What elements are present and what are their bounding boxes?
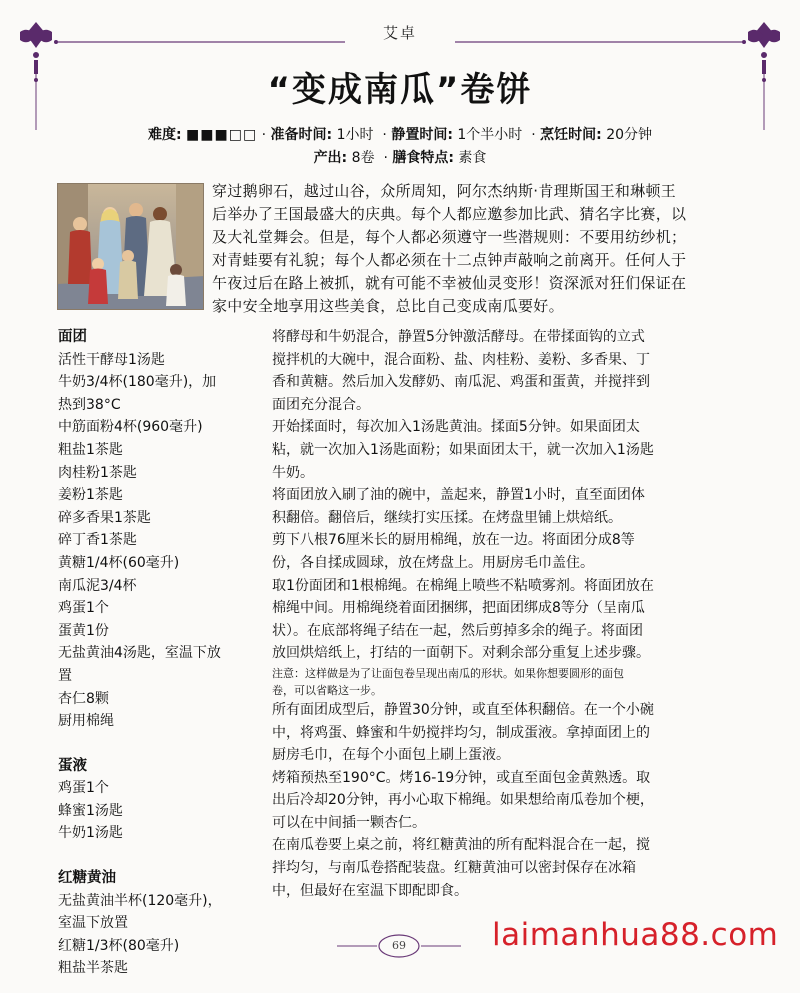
step-line: 牛奶。 bbox=[272, 464, 314, 481]
ingredient-item: 中筋面粉4杯(960毫升) bbox=[58, 419, 203, 436]
intro-line: 后举办了王国最盛大的庆典。每个人都应邀参加比武、猜名字比赛，以 bbox=[212, 205, 687, 223]
yield-value: 8卷 bbox=[351, 150, 375, 166]
ingredient-item: 鸡蛋1个 bbox=[58, 780, 109, 797]
instructions-column bbox=[272, 326, 756, 902]
intro-line: 对青蛙要有礼貌；每个人都必须在十二点钟声敲响之前离开。任何人于 bbox=[212, 251, 687, 269]
step-line: 将酵母和牛奶混合，静置5分钟激活酵母。在带揉面钩的立式 bbox=[272, 329, 645, 345]
ingredient-item: 无盐黄油4汤匙，室温下放 bbox=[58, 645, 221, 662]
prep-time-value: 1小时 bbox=[336, 127, 374, 143]
step-line: 棉绳中间。用棉绳绕着面团捆绑，把面团绑成8等分（呈南瓜 bbox=[272, 600, 645, 617]
ingredient-item: 热到38°C bbox=[58, 396, 121, 413]
egg-wash-heading: 蛋液 bbox=[58, 757, 87, 774]
step-line: 剪下八根76厘米长的厨用棉绳，放在一边。将面团分成8等 bbox=[272, 532, 635, 549]
intro-line: 午夜过后在路上被抓，就有可能不幸被仙灵变形！资深派对狂们保证在 bbox=[212, 274, 687, 292]
step-line: 出后冷却20分钟，再小心取下棉绳。如果想给南瓜卷加个梗， bbox=[272, 792, 654, 809]
step-line: 中，但最好在室温下即配即食。 bbox=[272, 882, 468, 899]
step-line: 面团充分混合。 bbox=[272, 396, 370, 413]
ingredient-item: 蛋黄1份 bbox=[58, 622, 109, 639]
dough-heading: 面团 bbox=[58, 329, 87, 345]
ingredient-item: 碎多香果1茶匙 bbox=[58, 509, 151, 526]
note-line: 注意：这样做是为了让面包卷呈现出南瓜的形状。如果你想要圆形的面包 bbox=[272, 666, 624, 680]
step-line: 所有面团成型后，静置30分钟，或直至体积翻倍。在一个小碗 bbox=[272, 701, 654, 718]
page-number: 69 bbox=[392, 939, 406, 952]
recipe-meta-row-1: 难度: ■■■□□ · 准备时间: 1小时 · 静置时间: 1个半小时 · 烹饪时间: 20分钟 bbox=[147, 127, 653, 143]
step-line: 中，将鸡蛋、蜂蜜和牛奶搅拌均匀，制成蛋液。拿掉面团上的 bbox=[272, 724, 650, 741]
step-line: 将面团放入刷了油的碗中，盖起来，静置1小时，直至面团体 bbox=[272, 487, 645, 504]
step-line: 厨房毛巾，在每个小面包上刷上蛋液。 bbox=[272, 747, 510, 764]
step-line: 份，各自揉成圆球，放在烤盘上。用厨房毛巾盖住。 bbox=[272, 554, 594, 571]
recipe-title: “变成南瓜”卷饼 bbox=[267, 70, 533, 110]
step-line: 可以在中间插一颗杏仁。 bbox=[272, 814, 426, 831]
step-line: 粘，就一次加入1汤匙面粉；如果面团太干，就一次加入1汤匙 bbox=[272, 441, 654, 458]
intro-line: 及大礼堂舞会。但是，每个人都必须遵守一些潜规则：不要用纺纱机； bbox=[212, 228, 687, 246]
intro-line: 家中安全地享用这些美食，总比自己变成南瓜要好。 bbox=[212, 297, 564, 315]
step-line: 拌均匀，与南瓜卷搭配装盘。红糖黄油可以密封保存在冰箱 bbox=[272, 860, 636, 877]
yield-label: 产出: bbox=[313, 150, 348, 166]
ingredient-item: 南瓜泥3/4杯 bbox=[58, 577, 137, 594]
ingredient-item: 粗盐半茶匙 bbox=[58, 960, 128, 977]
step-line: 搅拌机的大碗中，混合面粉、盐、肉桂粉、姜粉、多香果、丁 bbox=[272, 351, 650, 368]
ingredients-column bbox=[58, 326, 268, 980]
ingredient-item: 杏仁8颗 bbox=[58, 690, 109, 707]
difficulty-rating: ■■■□□ bbox=[186, 127, 258, 143]
step-line: 放回烘焙纸上，打结的一面朝下。对剩余部分重复上述步骤。 bbox=[272, 645, 650, 662]
step-line: 在南瓜卷要上桌之前，将红糖黄油的所有配料混合在一起，搅 bbox=[272, 837, 650, 854]
step-line: 烤箱预热至190°C。烤16-19分钟，或直至面包金黄熟透。取 bbox=[272, 769, 651, 786]
rest-time-value: 1个半小时 bbox=[457, 127, 523, 143]
ingredient-item: 黄糖1/4杯(60毫升) bbox=[58, 554, 180, 571]
ingredient-item: 厨用棉绳 bbox=[58, 713, 114, 730]
ingredient-item: 无盐黄油半杯(120毫升)， bbox=[58, 892, 222, 909]
step-line: 积翻倍。翻倍后，继续打实压揉。在烤盘里铺上烘焙纸。 bbox=[272, 509, 622, 526]
recipe-meta-row-2: 产出: 8卷 · 膳食特点: 素食 bbox=[313, 150, 487, 166]
step-line: 取1份面团和1根棉绳。在棉绳上喷些不粘喷雾剂。将面团放在 bbox=[272, 577, 654, 594]
ingredient-item: 蜂蜜1汤匙 bbox=[58, 802, 123, 819]
step-line: 状）。在底部将绳子结在一起，然后剪掉多余的绳子。将面团 bbox=[272, 622, 643, 639]
watermark-text: laimanhua88.com bbox=[492, 917, 779, 953]
note-line: 卷，可以省略这一步。 bbox=[272, 683, 382, 697]
diet-label: 膳食特点: bbox=[392, 150, 454, 166]
ingredient-item: 置 bbox=[58, 667, 72, 684]
ingredient-item: 鸡蛋1个 bbox=[58, 600, 109, 617]
prep-time-label: 准备时间: bbox=[270, 127, 333, 143]
ingredient-item: 牛奶3/4杯(180毫升)，加 bbox=[58, 374, 217, 391]
step-line: 开始揉面时，每次加入1汤匙黄油。揉面5分钟。如果面团太 bbox=[272, 419, 640, 436]
ingredient-item: 肉桂粉1茶匙 bbox=[58, 464, 137, 481]
intro-line: 穿过鹅卵石，越过山谷，众所周知，阿尔杰纳斯·肯理斯国王和琳顿王 bbox=[212, 182, 677, 200]
step-line: 香和黄糖。然后加入发酵奶、南瓜泥、鸡蛋和蛋黄，并搅拌到 bbox=[272, 374, 650, 391]
ingredient-item: 活性干酵母1汤匙 bbox=[58, 351, 165, 368]
ingredient-item: 粗盐1茶匙 bbox=[58, 441, 123, 458]
intro-paragraph bbox=[212, 180, 752, 318]
chapter-title: 艾卓 bbox=[382, 24, 417, 42]
rest-time-label: 静置时间: bbox=[391, 127, 453, 143]
ingredient-item: 姜粉1茶匙 bbox=[58, 487, 123, 504]
royal-family-illustration bbox=[57, 183, 204, 310]
ingredient-item: 牛奶1汤匙 bbox=[58, 825, 123, 842]
ingredient-item: 室温下放置 bbox=[58, 915, 128, 932]
difficulty-label: 难度: bbox=[147, 127, 182, 143]
brown-sugar-butter-heading: 红糖黄油 bbox=[58, 870, 116, 887]
diet-value: 素食 bbox=[458, 150, 487, 166]
cook-time-label: 烹饪时间: bbox=[540, 127, 602, 143]
ingredient-item: 碎丁香1茶匙 bbox=[58, 532, 137, 549]
ingredient-item: 红糖1/3杯(80毫升) bbox=[58, 937, 180, 954]
cook-time-value: 20分钟 bbox=[606, 127, 653, 143]
